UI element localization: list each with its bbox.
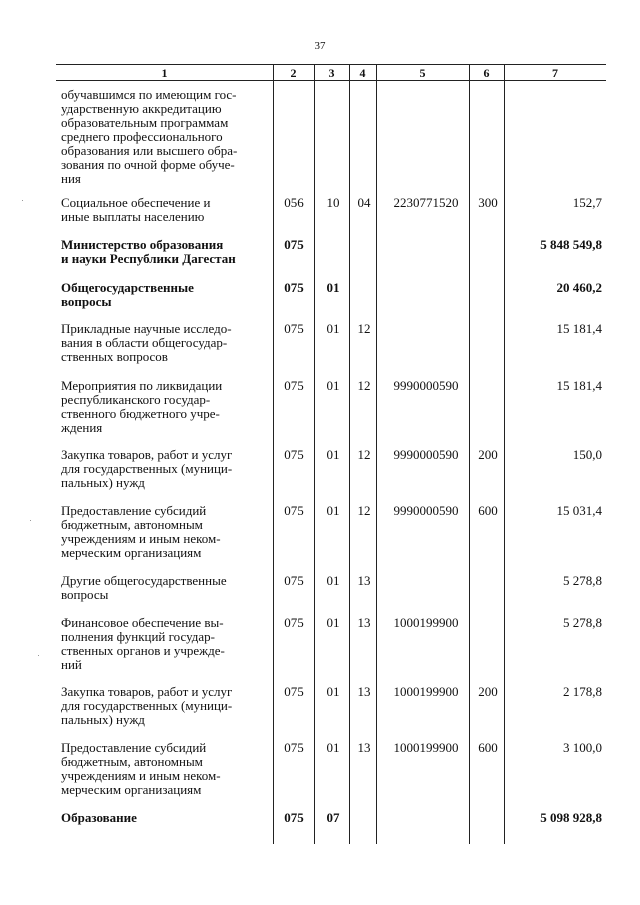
column-divider bbox=[273, 64, 274, 844]
row-name: Прикладные научные исследо- вания в области общегосудар- ственных вопросов bbox=[61, 321, 232, 364]
scan-speck bbox=[38, 655, 39, 656]
cell-ministry-code: 075 bbox=[284, 447, 304, 462]
cell-section-code: 01 bbox=[326, 280, 340, 295]
cell-ministry-code: 075 bbox=[284, 280, 304, 295]
column-header-1: 1 bbox=[161, 66, 168, 80]
cell-target-code: 9990000590 bbox=[393, 378, 459, 393]
row-name: Другие общегосударственные вопросы bbox=[61, 573, 227, 602]
cell-ministry-code: 075 bbox=[284, 684, 304, 699]
cell-target-code: 1000199900 bbox=[393, 684, 459, 699]
row-name: Образование bbox=[61, 810, 137, 825]
cell-section-code: 10 bbox=[326, 195, 340, 210]
row-name: Мероприятия по ликвидации республиканского государ- ственного бюджетного учре- ждения bbox=[61, 378, 223, 435]
cell-subsection-code: 04 bbox=[357, 195, 371, 210]
cell-section-code: 01 bbox=[326, 740, 340, 755]
cell-target-code: 2230771520 bbox=[393, 195, 459, 210]
cell-amount: 5 098 928,8 bbox=[540, 810, 602, 825]
row-name: Предоставление субсидий бюджетным, автономным учреждениям и иным неком- мерческим организациям bbox=[61, 740, 221, 797]
cell-subsection-code: 12 bbox=[357, 378, 371, 393]
cell-subsection-code: 12 bbox=[357, 321, 371, 336]
cell-ministry-code: 075 bbox=[284, 237, 304, 252]
cell-ministry-code: 075 bbox=[284, 573, 304, 588]
column-divider bbox=[504, 64, 505, 844]
cell-ministry-code: 075 bbox=[284, 503, 304, 518]
row-name: Закупка товаров, работ и услуг для государственных (муници- пальных) нужд bbox=[61, 447, 233, 490]
cell-amount: 15 181,4 bbox=[556, 321, 602, 336]
row-name: Предоставление субсидий бюджетным, автономным учреждениям и иным неком- мерческим организациям bbox=[61, 503, 221, 560]
scan-speck bbox=[30, 520, 31, 521]
column-divider bbox=[349, 64, 350, 844]
cell-amount: 3 100,0 bbox=[563, 740, 602, 755]
cell-subsection-code: 13 bbox=[357, 740, 371, 755]
column-header-3: 3 bbox=[328, 66, 335, 80]
table-top-rule bbox=[56, 64, 606, 65]
cell-expense-type: 600 bbox=[478, 503, 498, 518]
cell-subsection-code: 13 bbox=[357, 684, 371, 699]
row-name: Министерство образования и науки Республики Дагестан bbox=[61, 237, 236, 266]
cell-section-code: 07 bbox=[326, 810, 340, 825]
cell-expense-type: 300 bbox=[478, 195, 498, 210]
cell-amount: 15 031,4 bbox=[556, 503, 602, 518]
cell-ministry-code: 075 bbox=[284, 615, 304, 630]
cell-subsection-code: 13 bbox=[357, 573, 371, 588]
column-header-5: 5 bbox=[419, 66, 426, 80]
cell-amount: 5 278,8 bbox=[563, 615, 602, 630]
scan-speck bbox=[22, 200, 23, 201]
column-header-2: 2 bbox=[290, 66, 297, 80]
cell-section-code: 01 bbox=[326, 615, 340, 630]
column-header-4: 4 bbox=[359, 66, 366, 80]
cell-ministry-code: 075 bbox=[284, 740, 304, 755]
cell-expense-type: 200 bbox=[478, 684, 498, 699]
cell-section-code: 01 bbox=[326, 321, 340, 336]
column-divider bbox=[376, 64, 377, 844]
cell-section-code: 01 bbox=[326, 503, 340, 518]
cell-amount: 150,0 bbox=[572, 447, 602, 462]
cell-section-code: 01 bbox=[326, 684, 340, 699]
cell-amount: 5 848 549,8 bbox=[540, 237, 602, 252]
cell-ministry-code: 075 bbox=[284, 321, 304, 336]
column-divider bbox=[314, 64, 315, 844]
cell-amount: 152,7 bbox=[572, 195, 602, 210]
cell-section-code: 01 bbox=[326, 378, 340, 393]
cell-target-code: 9990000590 bbox=[393, 503, 459, 518]
cell-subsection-code: 12 bbox=[357, 503, 371, 518]
cell-amount: 2 178,8 bbox=[563, 684, 602, 699]
row-name: Общегосударственные вопросы bbox=[61, 280, 194, 309]
cell-target-code: 1000199900 bbox=[393, 615, 459, 630]
page-number: 37 bbox=[314, 40, 326, 52]
cell-expense-type: 200 bbox=[478, 447, 498, 462]
column-header-6: 6 bbox=[483, 66, 490, 80]
cell-subsection-code: 13 bbox=[357, 615, 371, 630]
column-header-7: 7 bbox=[552, 66, 558, 80]
cell-ministry-code: 075 bbox=[284, 810, 304, 825]
cell-target-code: 1000199900 bbox=[393, 740, 459, 755]
cell-subsection-code: 12 bbox=[357, 447, 371, 462]
cell-amount: 5 278,8 bbox=[563, 573, 602, 588]
cell-amount: 15 181,4 bbox=[556, 378, 602, 393]
cell-section-code: 01 bbox=[326, 573, 340, 588]
row-name: Социальное обеспечение и иные выплаты населению bbox=[61, 195, 211, 224]
cell-amount: 20 460,2 bbox=[556, 280, 602, 295]
cell-section-code: 01 bbox=[326, 447, 340, 462]
cell-expense-type: 600 bbox=[478, 740, 498, 755]
cell-target-code: 9990000590 bbox=[393, 447, 459, 462]
row-name: Финансовое обеспечение вы- полнения функций государ- ственных органов и учрежде- ний bbox=[61, 615, 225, 672]
cell-ministry-code: 075 bbox=[284, 378, 304, 393]
row-name: Закупка товаров, работ и услуг для государственных (муници- пальных) нужд bbox=[61, 684, 233, 727]
cell-ministry-code: 056 bbox=[284, 195, 304, 210]
row-name: обучавшимся по имеющим гос- ударственную аккредитацию образовательным программам среднего профессионального образования или высшего обра- зования по очной форме обуче- ния bbox=[61, 87, 238, 186]
